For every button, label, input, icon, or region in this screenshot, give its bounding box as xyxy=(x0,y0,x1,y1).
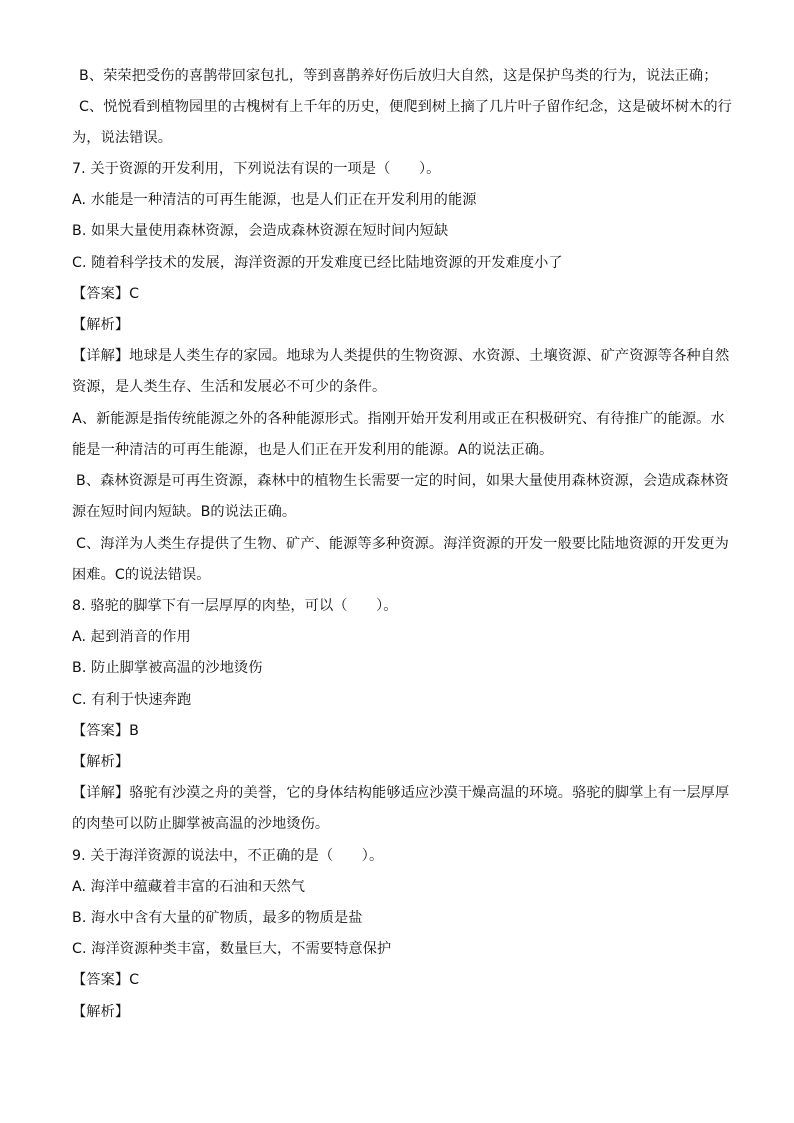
answer-label: 【答案】B xyxy=(72,723,139,739)
analysis-label: 【解析】 xyxy=(72,317,130,333)
question-7-option-c: C. 随着科学技术的发展，海洋资源的开发难度已经比陆地资源的开发难度小了 xyxy=(72,255,563,271)
analysis-label: 【解析】 xyxy=(72,754,130,770)
detail-paragraph-line: 能是一种清洁的可再生能源，也是人们正在开发利用的能源。A的说法正确。 xyxy=(72,442,554,458)
answer-label: 【答案】C xyxy=(72,286,140,302)
detail-paragraph-line: 源在短时间内短缺。B的说法正确。 xyxy=(72,504,297,520)
question-9-option-c: C. 海洋资源种类丰富，数量巨大，不需要特意保护 xyxy=(72,941,392,957)
question-9-option-b: B. 海水中含有大量的矿物质，最多的物质是盐 xyxy=(72,910,363,926)
detail-paragraph-line: 的肉垫可以防止脚掌被高温的沙地烫伤。 xyxy=(72,816,330,832)
question-9-option-a: A. 海洋中蕴藏着丰富的石油和天然气 xyxy=(72,879,306,895)
detail-paragraph-line: 困难。C的说法错误。 xyxy=(72,567,211,583)
question-8-stem: 8. 骆驼的脚掌下有一层厚厚的肉垫，可以（ ）。 xyxy=(72,598,398,614)
detail-paragraph-line: 【详解】骆驼有沙漠之舟的美誉，它的身体结构能够适应沙漠干燥高温的环境。骆驼的脚掌上有一层厚厚 xyxy=(72,785,730,801)
detail-paragraph-line: A、新能源是指传统能源之外的各种能源形式。指刚开始开发利用或正在积极研究、有待推广的能源。水 xyxy=(72,411,725,427)
paragraph-line: 为，说法错误。 xyxy=(72,130,173,146)
detail-paragraph-line: 【详解】地球是人类生存的家园。地球为人类提供的生物资源、水资源、土壤资源、矿产资源等各种自然 xyxy=(72,348,730,364)
question-8-option-b: B. 防止脚掌被高温的沙地烫伤 xyxy=(72,660,263,676)
question-8-option-c: C. 有利于快速奔跑 xyxy=(72,692,192,708)
detail-paragraph-line: 资源，是人类生存、生活和发展必不可少的条件。 xyxy=(72,379,387,395)
question-8-option-a: A. 起到消音的作用 xyxy=(72,629,191,645)
detail-paragraph-line: C、海洋为人类生存提供了生物、矿产、能源等多种资源。海洋资源的开发一般要比陆地资源的开发更为 xyxy=(76,536,729,552)
question-7-option-a: A. 水能是一种清洁的可再生能源，也是人们正在开发利用的能源 xyxy=(72,192,477,208)
paragraph-line: C、悦悦看到植物园里的古槐树有上千年的历史，便爬到树上摘了几片叶子留作纪念，这是破坏树木的行 xyxy=(79,99,732,115)
paragraph-line: B、荣荣把受伤的喜鹊带回家包扎，等到喜鹊养好伤后放归大自然，这是保护鸟类的行为，说法正确； xyxy=(79,68,718,84)
analysis-label: 【解析】 xyxy=(72,1004,130,1020)
question-9-stem: 9. 关于海洋资源的说法中，不正确的是（ ）。 xyxy=(72,848,384,864)
question-7-stem: 7. 关于资源的开发利用，下列说法有误的一项是（ ）。 xyxy=(72,161,441,177)
detail-paragraph-line: B、森林资源是可再生资源，森林中的植物生长需要一定的时间，如果大量使用森林资源，会造成森林资 xyxy=(76,473,729,489)
question-7-option-b: B. 如果大量使用森林资源，会造成森林资源在短时间内短缺 xyxy=(72,223,449,239)
answer-label: 【答案】C xyxy=(72,972,140,988)
